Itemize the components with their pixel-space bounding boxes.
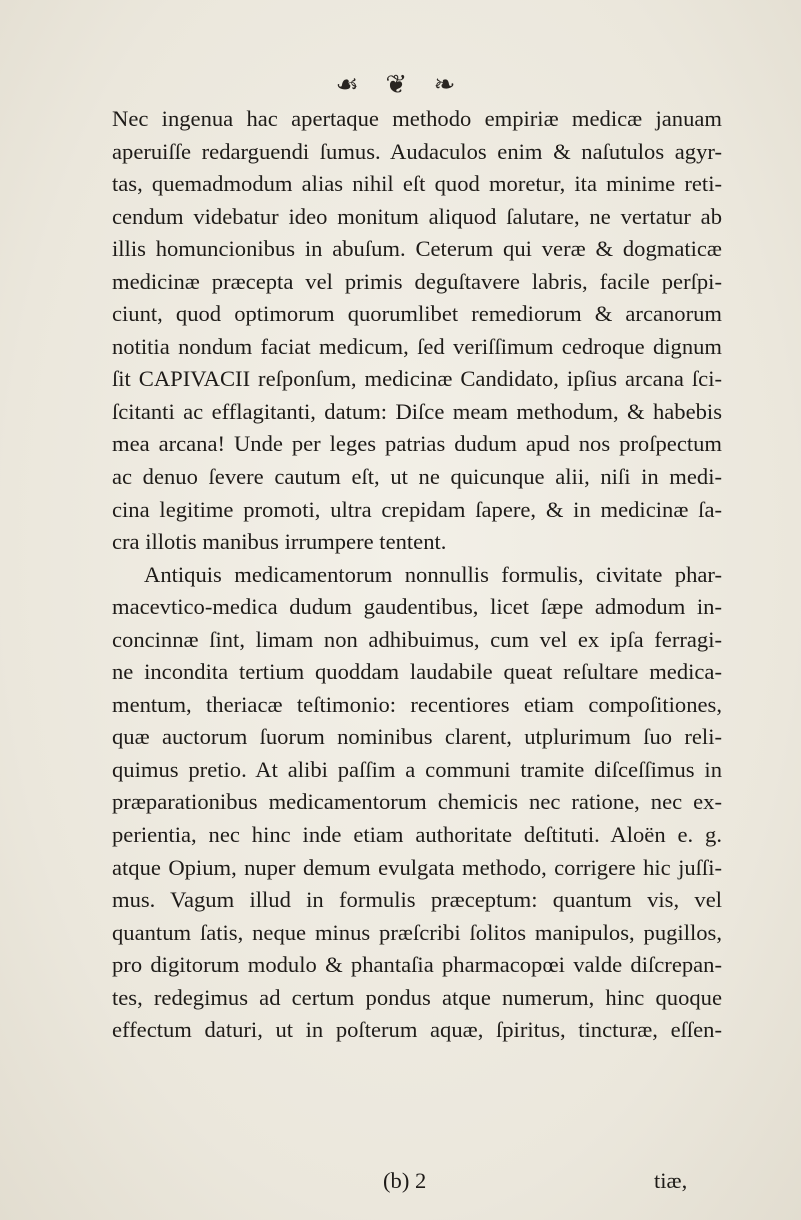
text-line-4: cendum videbatur ideo monitum aliquod ſalutare, ne vertatur ab <box>112 203 722 229</box>
catchword: tiæ, <box>654 1168 688 1193</box>
text-line-7: ciunt, quod optimorum quorumlibet remediorum & arcanorum <box>112 301 722 327</box>
text-line-26: quantum ſatis, neque minus præſcribi ſolitos manipulos, pugillos, <box>112 919 722 945</box>
page-footer <box>0 1168 801 1202</box>
text-line-11: mea arcana! Unde per leges patrias dudum apud nos proſpectum <box>112 431 722 457</box>
text-line-21: quimus pretio. At alibi paſſim a communi tramite diſceſſimus in <box>112 756 722 782</box>
text-line-29: effectum daturi, ut in poſterum aquæ, ſpiritus, tincturæ, eſſen- <box>112 1017 722 1043</box>
text-line-19: mentum, theriacæ teſtimonio: recentiores etiam compoſitiones, <box>112 691 722 717</box>
text-line-9: ſit CAPIVACII reſponſum, medicinæ Candidato, ipſius arcana ſci- <box>112 366 722 392</box>
text-line-24: atque Opium, nuper demum evulgata methodo, corrigere hic juſſi- <box>112 854 722 880</box>
text-line-8: notitia nondum faciat medicum, ſed veriſſimum cedroque dignum <box>112 333 722 359</box>
ornament-icon: ☙ ❦ ❧ <box>335 70 466 99</box>
text-line-22: præparationibus medicamentorum chemicis nec ratione, nec ex- <box>112 789 722 815</box>
text-line-20: quæ auctorum ſuorum nominibus clarent, utplurimum ſuo reli- <box>112 724 722 750</box>
text-line-15: Antiquis medicamentorum nonnullis formulis, civitate phar- <box>144 561 722 587</box>
text-line-6: medicinæ præcepta vel primis deguſtavere labris, facile perſpi- <box>112 268 722 294</box>
text-line-1: Nec ingenua hac apertaque methodo empiriæ medicæ januam <box>112 106 722 131</box>
text-line-16: macevtico-medica dudum gaudentibus, licet ſæpe admodum in- <box>112 594 722 620</box>
text-line-27: pro digitorum modulo & phantaſia pharmacopœi valde diſcrepan- <box>112 952 722 978</box>
text-line-13: cina legitime promoti, ultra crepidam ſapere, & in medicinæ ſa- <box>112 496 722 522</box>
text-line-3: tas, quemadmodum alias nihil eſt quod moretur, ita minime reti- <box>112 171 722 197</box>
text-line-25: mus. Vagum illud in formulis præceptum: quantum vis, vel <box>112 887 722 913</box>
text-line-2: aperuiſſe redarguendi ſumus. Audaculos enim & naſutulos agyr- <box>112 138 722 164</box>
text-line-18: ne incondita tertium quoddam laudabile queat reſultare medica- <box>112 659 722 685</box>
body-text <box>112 103 722 1047</box>
text-line-17: concinnæ ſint, limam non adhibuimus, cum vel ex ipſa ferragi- <box>112 626 722 652</box>
text-line-5: illis homuncionibus in abuſum. Ceterum qui veræ & dogmaticæ <box>112 236 722 262</box>
signature-mark: (b) 2 <box>383 1168 427 1193</box>
text-line-10: ſcitanti ac efflagitanti, datum: Diſce meam methodum, & habebis <box>112 398 722 424</box>
text-line-28: tes, redegimus ad certum pondus atque numerum, hinc quoque <box>112 984 722 1010</box>
text-line-12: ac denuo ſevere cautum eſt, ut ne quicunque alii, niſi in medi- <box>112 464 722 490</box>
text-line-14: cra illotis manibus irrumpere tentent. <box>112 529 447 555</box>
text-line-23: perientia, nec hinc inde etiam authoritate deſtituti. Aloën e. g. <box>112 822 722 848</box>
